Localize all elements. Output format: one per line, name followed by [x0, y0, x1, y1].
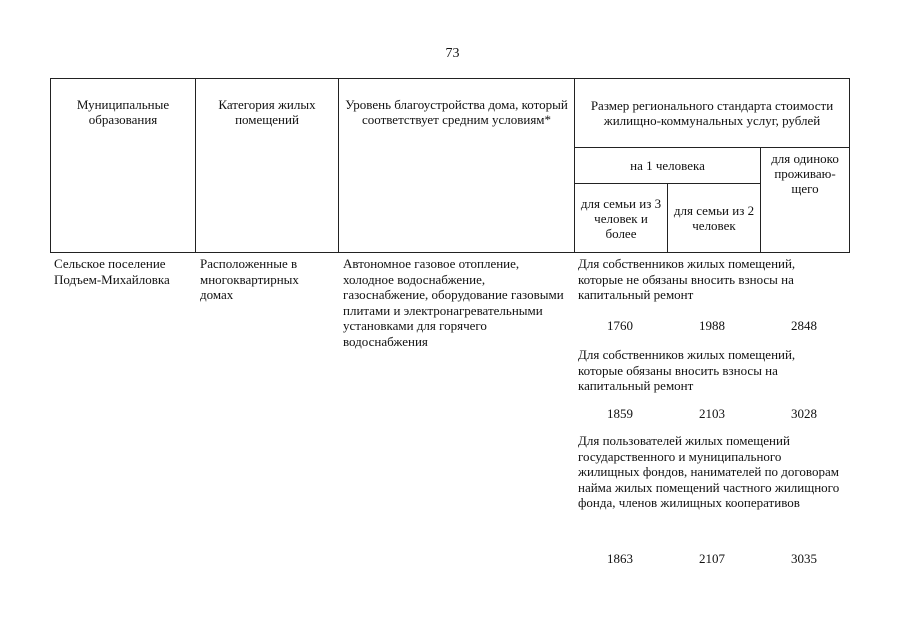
header-single-living: для одиноко проживаю-щего	[761, 148, 850, 253]
header-standard-size: Размер регионального стандарта стоимости жилищно-коммунальных услуг, рублей	[575, 79, 850, 148]
row-municipal: Сельское поселение Подъем-Михайловка	[54, 256, 170, 287]
group-label-1: Для собственников жилых помещений, которые не обязаны вносить взносы на капитальный ремонт	[578, 256, 796, 302]
header-family-3plus: для семьи из 3 человек и более	[575, 184, 668, 253]
value-family-3plus: 1760	[607, 318, 633, 333]
group-values-3	[574, 551, 850, 567]
header-comfort: Уровень благоустройства дома, который соответствует средним условиям*	[339, 79, 575, 253]
header-per-person: на 1 человека	[575, 148, 761, 184]
header-family-2: для семьи из 2 человек	[668, 184, 761, 253]
value-family-2: 1988	[699, 318, 725, 333]
group-label-3: Для пользователей жилых помещений государственного и муниципального жилищных фондов, нанимателей по договорам найма жилых помещений частного жилищного фонда, членов жилищных кооперативов	[578, 433, 840, 510]
value-family-3plus: 1859	[607, 406, 633, 421]
group-label-2: Для собственников жилых помещений, которые обязаны вносить взносы на капитальный ремонт	[578, 347, 796, 393]
value-family-2: 2103	[699, 406, 725, 421]
value-family-3plus: 1863	[607, 551, 633, 566]
value-single: 2848	[791, 318, 817, 333]
header-category: Категория жилых помещений	[196, 79, 339, 253]
table-header	[50, 78, 850, 253]
page-number: 73	[445, 46, 460, 61]
value-single: 3035	[791, 551, 817, 566]
row-category: Расположенные в многоквартирных домах	[200, 256, 299, 302]
group-values-2	[574, 406, 850, 422]
header-municipal: Муниципальные образования	[51, 79, 196, 253]
value-single: 3028	[791, 406, 817, 421]
row-comfort: Автономное газовое отопление, холодное водоснабжение, газоснабжение, оборудование газовыми плитами и электронагревательными установками для горячего водоснабжения	[343, 256, 564, 349]
group-values-1	[574, 318, 850, 334]
value-family-2: 2107	[699, 551, 725, 566]
